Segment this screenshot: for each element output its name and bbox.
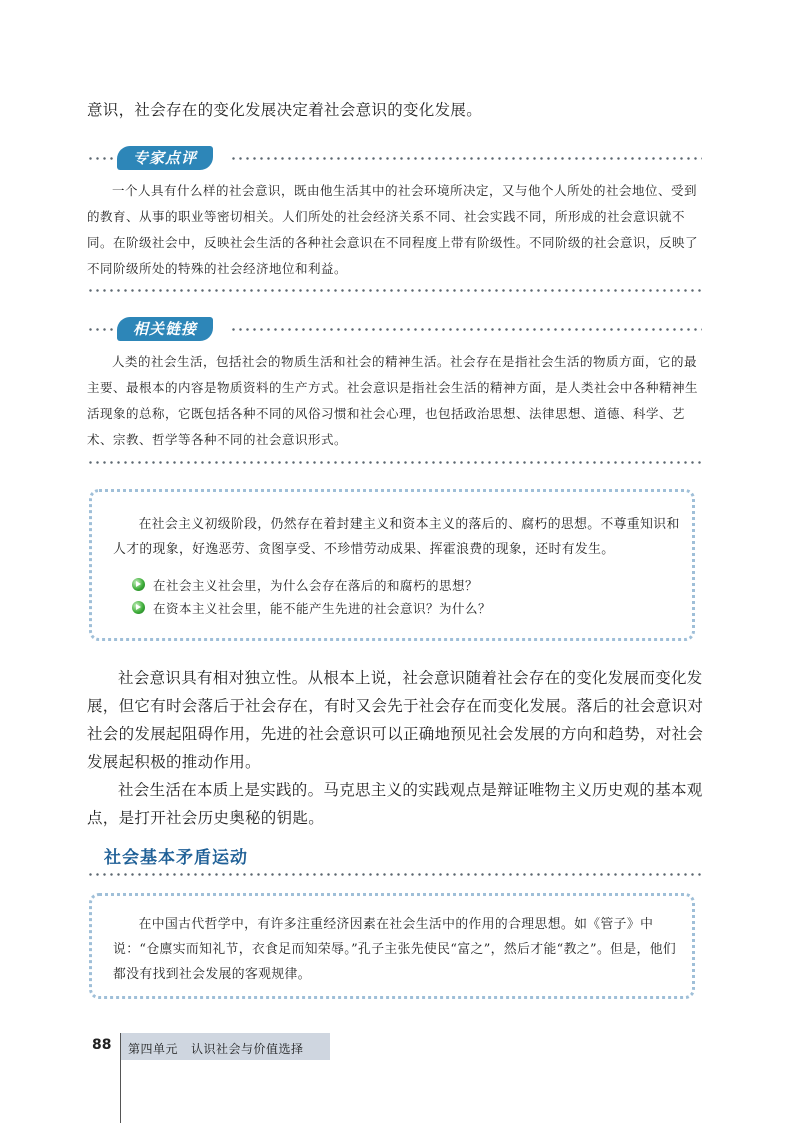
top-line: 意识，社会存在的变化发展决定着社会意识的变化发展。 — [87, 101, 483, 119]
dotted-rule — [87, 873, 702, 876]
related-link-text: 人类的社会生活，包括社会的物质生活和社会的精神生活。社会存在是指社会生活的物质方面，它的最主要、最根本的内容是物质资料的生产方式。社会意识是指社会生活的精神方面，是人类社会中各种精神生活现象的总称，它既包括各种不同的风俗习惯和社会心理，也包括政治思想、法律思想、道德、科学、艺术、宗教、哲学等各种不同的社会意识形式。 — [87, 354, 699, 447]
dotted-rule — [230, 328, 702, 331]
related-link-tag: 相关链接 — [117, 317, 213, 341]
dotted-rule — [87, 289, 702, 292]
dotted-rule — [87, 157, 117, 160]
question-item — [132, 573, 672, 596]
dotted-rule — [230, 157, 702, 160]
expert-comment-tag: 专家点评 — [117, 146, 213, 170]
question-list — [132, 573, 672, 619]
body-paragraph: 社会意识具有相对独立性。从根本上说，社会意识随着社会存在的变化发展而变化发展，但它有时会落后于社会存在，有时又会先于社会存在而变化发展。落后的社会意识对社会的发展起阻碍作用，先进的社会意识可以正确地预见社会发展的方向和趋势，对社会发展起积极的推动作用。 — [87, 669, 704, 771]
discussion-text: 在社会主义初级阶段，仍然存在着封建主义和资本主义的落后的、腐朽的思想。不尊重知识和人才的现象，好逸恶劳、贪图享受、不珍惜劳动成果、挥霍浪费的现象，还时有发生。 — [113, 517, 680, 557]
footer-rule — [120, 1033, 121, 1123]
green-arrow-bullet-icon — [132, 578, 145, 591]
unit-label: 第四单元 认识社会与价值选择 — [128, 1042, 304, 1056]
section-title: 社会基本矛盾运动 — [104, 848, 248, 868]
section-box-text: 在中国古代哲学中，有许多注重经济因素在社会生活中的作用的合理思想。如《管子》中说：“仓廪实而知礼节，衣食足而知荣辱。”孔子主张先使民“富之”，然后才能“教之”。但是，他们都没有找到社会发展的客观规律。 — [113, 917, 677, 982]
question-item — [132, 596, 672, 619]
expert-comment-text: 一个人具有什么样的社会意识，既由他生活其中的社会环境所决定，又与他个人所处的社会地位、受到的教育、从事的职业等密切相关。人们所处的社会经济关系不同、社会实践不同，所形成的社会意识就不同。在阶级社会中，反映社会生活的各种社会意识在不同程度上带有阶级性。不同阶级的社会意识，反映了不同阶级所处的特殊的社会经济地位和利益。 — [87, 183, 699, 276]
page-number: 88 — [92, 1037, 112, 1053]
green-arrow-bullet-icon — [132, 601, 145, 614]
dotted-rule — [87, 328, 117, 331]
question-text: 在资本主义社会里，能不能产生先进的社会意识？为什么？ — [153, 600, 492, 616]
dotted-rule — [87, 461, 702, 464]
question-text: 在社会主义社会里，为什么会存在落后的和腐朽的思想？ — [153, 577, 479, 593]
body-paragraph: 社会生活在本质上是实践的。马克思主义的实践观点是辩证唯物主义历史观的基本观点，是打开社会历史奥秘的钥匙。 — [87, 781, 703, 827]
